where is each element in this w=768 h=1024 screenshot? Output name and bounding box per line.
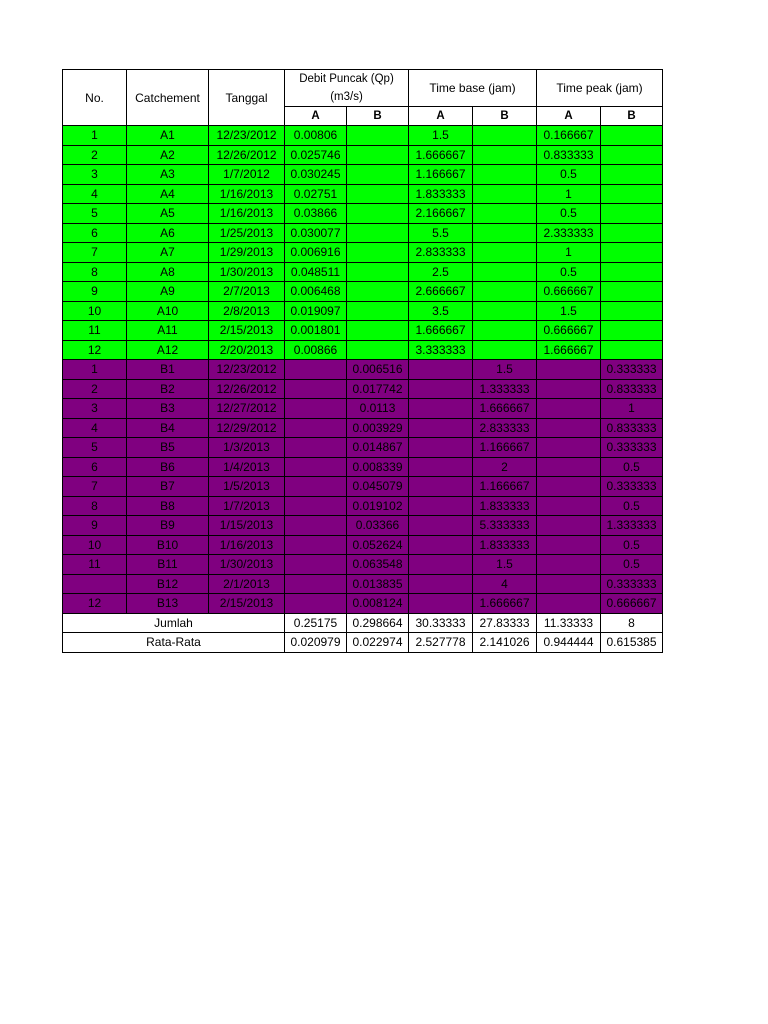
cell-no: 7 [63,243,127,263]
cell-catchment: A5 [127,204,209,224]
cell-tp-a [537,574,601,594]
cell-tb-a [409,574,473,594]
cell-qp-b: 0.019102 [347,496,409,516]
cell-tp-a: 0.5 [537,262,601,282]
cell-tp-a [537,594,601,614]
table-row [63,243,663,263]
cell-tp-a: 0.5 [537,165,601,185]
cell-qp-b: 0.008124 [347,594,409,614]
cell-catchment: B5 [127,438,209,458]
cell-tb-b [473,204,537,224]
cell-tp-b: 0.5 [601,496,663,516]
cell-qp-b: 0.006516 [347,360,409,380]
cell-catchment: A7 [127,243,209,263]
cell-tp-b [601,301,663,321]
cell-catchment: B1 [127,360,209,380]
cell-tp-a [537,379,601,399]
table-row [63,204,663,224]
cell-qp-b [347,204,409,224]
cell-qp-b [347,145,409,165]
cell-qp-a [285,457,347,477]
cell-tb-b: 2 [473,457,537,477]
cell-qp-a: 0.025746 [285,145,347,165]
cell-date: 2/15/2013 [209,594,285,614]
cell-no: 5 [63,204,127,224]
cell-qp-b [347,243,409,263]
subheader-qp-a: A [285,107,347,126]
cell-catchment: A12 [127,340,209,360]
cell-date: 12/23/2012 [209,360,285,380]
table-row [63,360,663,380]
cell-tb-b: 1.166667 [473,438,537,458]
cell-tp-b [601,262,663,282]
cell-qp-b [347,340,409,360]
cell-tb-b [473,282,537,302]
table-row [63,418,663,438]
cell-catchment: B8 [127,496,209,516]
cell-tb-b [473,321,537,341]
cell-tb-a [409,438,473,458]
cell-qp-b [347,126,409,146]
cell-no: 11 [63,321,127,341]
table-row [63,496,663,516]
table-row [63,379,663,399]
cell-tp-b: 1.333333 [601,516,663,536]
cell-tp-b [601,204,663,224]
summary-value: 2.527778 [409,633,473,653]
cell-no: 3 [63,399,127,419]
summary-value: 0.25175 [285,613,347,633]
cell-tp-b: 1 [601,399,663,419]
cell-tb-b: 1.5 [473,360,537,380]
cell-date: 12/26/2012 [209,379,285,399]
subheader-tp-a: A [537,107,601,126]
cell-qp-a [285,535,347,555]
cell-qp-a: 0.048511 [285,262,347,282]
header-tanggal: Tanggal [209,70,285,126]
cell-tb-a: 5.5 [409,223,473,243]
header-no: No. [63,70,127,126]
cell-tb-a: 2.666667 [409,282,473,302]
cell-qp-b: 0.03366 [347,516,409,536]
summary-value: 27.83333 [473,613,537,633]
cell-date: 1/7/2013 [209,496,285,516]
cell-date: 1/30/2013 [209,555,285,575]
cell-tb-b: 1.666667 [473,399,537,419]
cell-tb-b: 5.333333 [473,516,537,536]
cell-tb-b: 1.166667 [473,477,537,497]
cell-tp-a: 1 [537,184,601,204]
cell-qp-b [347,282,409,302]
cell-qp-b: 0.008339 [347,457,409,477]
cell-no: 8 [63,262,127,282]
cell-qp-a [285,438,347,458]
cell-no: 7 [63,477,127,497]
cell-tb-a: 3.5 [409,301,473,321]
cell-tb-a: 1.5 [409,126,473,146]
cell-qp-a: 0.030245 [285,165,347,185]
cell-tp-a: 0.5 [537,204,601,224]
cell-tp-a: 1.666667 [537,340,601,360]
cell-tp-a: 0.666667 [537,321,601,341]
cell-tp-b [601,184,663,204]
cell-catchment: A6 [127,223,209,243]
cell-catchment: B2 [127,379,209,399]
table-row [63,301,663,321]
cell-qp-b: 0.045079 [347,477,409,497]
cell-no: 8 [63,496,127,516]
cell-tp-a: 0.666667 [537,282,601,302]
cell-catchment: B13 [127,594,209,614]
cell-tp-b: 0.5 [601,535,663,555]
table-row [63,516,663,536]
cell-tp-a [537,516,601,536]
summary-value: 0.022974 [347,633,409,653]
cell-no: 1 [63,126,127,146]
cell-catchment: B12 [127,574,209,594]
cell-date: 1/30/2013 [209,262,285,282]
table-row [63,282,663,302]
cell-tb-b: 1.5 [473,555,537,575]
cell-qp-b: 0.063548 [347,555,409,575]
cell-tb-a: 2.166667 [409,204,473,224]
cell-no: 12 [63,594,127,614]
table-row [63,262,663,282]
cell-qp-b [347,165,409,185]
cell-tp-b: 0.333333 [601,360,663,380]
rata-rata-row [63,633,663,653]
cell-tb-a: 2.833333 [409,243,473,263]
cell-catchment: B11 [127,555,209,575]
cell-no [63,574,127,594]
table-row [63,535,663,555]
table-row [63,340,663,360]
table-row [63,594,663,614]
cell-qp-a: 0.03866 [285,204,347,224]
cell-tp-b [601,145,663,165]
cell-date: 2/1/2013 [209,574,285,594]
cell-catchment: A2 [127,145,209,165]
cell-no: 2 [63,379,127,399]
cell-tb-a [409,379,473,399]
cell-tp-b [601,165,663,185]
cell-tb-a [409,360,473,380]
cell-qp-b [347,321,409,341]
cell-date: 1/5/2013 [209,477,285,497]
table-row [63,477,663,497]
jumlah-row [63,613,663,633]
cell-tp-b [601,321,663,341]
cell-tb-b: 1.833333 [473,496,537,516]
cell-tp-a: 1.5 [537,301,601,321]
table-row [63,184,663,204]
cell-date: 12/27/2012 [209,399,285,419]
cell-no: 6 [63,223,127,243]
summary-value: 0.298664 [347,613,409,633]
cell-catchment: A9 [127,282,209,302]
cell-catchment: A1 [127,126,209,146]
cell-tp-b [601,340,663,360]
cell-date: 12/23/2012 [209,126,285,146]
cell-date: 1/16/2013 [209,535,285,555]
cell-tp-b [601,282,663,302]
cell-catchment: A3 [127,165,209,185]
cell-tp-a [537,438,601,458]
cell-qp-a [285,399,347,419]
cell-no: 9 [63,282,127,302]
summary-label: Rata-Rata [63,633,285,653]
cell-no: 10 [63,535,127,555]
cell-qp-b: 0.017742 [347,379,409,399]
cell-tp-a: 1 [537,243,601,263]
cell-catchment: A4 [127,184,209,204]
cell-tb-a [409,496,473,516]
cell-tb-b [473,126,537,146]
cell-date: 1/7/2012 [209,165,285,185]
cell-date: 1/4/2013 [209,457,285,477]
cell-qp-a [285,379,347,399]
cell-tp-a [537,418,601,438]
table-row [63,438,663,458]
cell-qp-a: 0.001801 [285,321,347,341]
cell-qp-a: 0.019097 [285,301,347,321]
cell-qp-a [285,574,347,594]
cell-tp-b: 0.833333 [601,379,663,399]
cell-catchment: B6 [127,457,209,477]
cell-qp-a [285,496,347,516]
cell-tb-a [409,418,473,438]
cell-catchment: A11 [127,321,209,341]
cell-tp-b: 0.666667 [601,594,663,614]
table-row [63,165,663,185]
cell-qp-b [347,301,409,321]
summary-value: 0.020979 [285,633,347,653]
cell-tb-a [409,477,473,497]
table-row [63,321,663,341]
cell-catchment: B10 [127,535,209,555]
cell-tb-a: 1.166667 [409,165,473,185]
cell-no: 3 [63,165,127,185]
cell-tb-b: 1.666667 [473,594,537,614]
cell-qp-a: 0.006468 [285,282,347,302]
table-row [63,574,663,594]
cell-qp-a: 0.030077 [285,223,347,243]
cell-catchment: B7 [127,477,209,497]
cell-tp-a [537,399,601,419]
cell-qp-a [285,418,347,438]
summary-value: 0.615385 [601,633,663,653]
cell-tp-b: 0.333333 [601,574,663,594]
cell-date: 12/26/2012 [209,145,285,165]
cell-date: 1/3/2013 [209,438,285,458]
cell-tb-b [473,340,537,360]
cell-tp-a [537,535,601,555]
table-row [63,223,663,243]
cell-tb-b [473,145,537,165]
cell-tb-a: 1.666667 [409,321,473,341]
cell-tb-a: 3.333333 [409,340,473,360]
cell-tp-a [537,457,601,477]
summary-value: 2.141026 [473,633,537,653]
cell-tp-a [537,496,601,516]
cell-date: 1/15/2013 [209,516,285,536]
cell-qp-b: 0.052624 [347,535,409,555]
cell-no: 11 [63,555,127,575]
cell-tp-a [537,360,601,380]
cell-tb-b: 1.833333 [473,535,537,555]
cell-date: 2/7/2013 [209,282,285,302]
cell-tb-b [473,184,537,204]
cell-date: 1/25/2013 [209,223,285,243]
cell-no: 12 [63,340,127,360]
cell-qp-a: 0.00806 [285,126,347,146]
cell-date: 1/29/2013 [209,243,285,263]
cell-date: 2/20/2013 [209,340,285,360]
cell-qp-b: 0.0113 [347,399,409,419]
cell-tb-b [473,243,537,263]
cell-qp-a [285,555,347,575]
table-row [63,126,663,146]
subheader-tb-b: B [473,107,537,126]
cell-no: 4 [63,418,127,438]
cell-date: 12/29/2012 [209,418,285,438]
cell-qp-a [285,594,347,614]
cell-tb-b: 2.833333 [473,418,537,438]
cell-tp-b [601,126,663,146]
cell-no: 2 [63,145,127,165]
cell-catchment: B4 [127,418,209,438]
cell-qp-b [347,184,409,204]
cell-catchment: B3 [127,399,209,419]
cell-tp-b [601,223,663,243]
cell-catchment: A10 [127,301,209,321]
cell-tb-b [473,301,537,321]
cell-tb-b: 1.333333 [473,379,537,399]
cell-tp-a [537,555,601,575]
table-row [63,457,663,477]
cell-qp-b: 0.013835 [347,574,409,594]
cell-tp-b [601,243,663,263]
cell-qp-a [285,516,347,536]
summary-value: 11.33333 [537,613,601,633]
cell-tb-a: 2.5 [409,262,473,282]
cell-no: 10 [63,301,127,321]
summary-value: 0.944444 [537,633,601,653]
cell-tp-a: 2.333333 [537,223,601,243]
cell-qp-a [285,360,347,380]
data-table [62,69,663,653]
cell-tb-b [473,262,537,282]
cell-no: 5 [63,438,127,458]
table-row [63,399,663,419]
cell-qp-a: 0.02751 [285,184,347,204]
cell-tb-a [409,535,473,555]
cell-tp-b: 0.5 [601,555,663,575]
cell-tp-b: 0.333333 [601,477,663,497]
cell-no: 9 [63,516,127,536]
cell-tb-a [409,516,473,536]
cell-tb-b: 4 [473,574,537,594]
cell-qp-a: 0.00866 [285,340,347,360]
table-row [63,145,663,165]
cell-date: 2/8/2013 [209,301,285,321]
summary-label: Jumlah [63,613,285,633]
cell-tb-a [409,594,473,614]
cell-qp-b [347,262,409,282]
cell-date: 1/16/2013 [209,184,285,204]
table-row [63,555,663,575]
header-catchment: Catchement [127,70,209,126]
cell-tb-a [409,399,473,419]
cell-date: 2/15/2013 [209,321,285,341]
cell-tp-b: 0.333333 [601,438,663,458]
cell-tp-a: 0.166667 [537,126,601,146]
cell-tb-a: 1.666667 [409,145,473,165]
cell-catchment: B9 [127,516,209,536]
cell-tb-a: 1.833333 [409,184,473,204]
header-time-peak: Time peak (jam) [537,70,663,107]
cell-tb-b [473,223,537,243]
cell-tb-a [409,555,473,575]
cell-qp-b: 0.014867 [347,438,409,458]
cell-qp-a: 0.006916 [285,243,347,263]
subheader-tp-b: B [601,107,663,126]
cell-no: 4 [63,184,127,204]
header-time-base: Time base (jam) [409,70,537,107]
summary-value: 30.33333 [409,613,473,633]
cell-tb-a [409,457,473,477]
cell-qp-b: 0.003929 [347,418,409,438]
cell-tp-b: 0.833333 [601,418,663,438]
cell-tp-b: 0.5 [601,457,663,477]
cell-no: 1 [63,360,127,380]
cell-tb-b [473,165,537,185]
subheader-tb-a: A [409,107,473,126]
cell-no: 6 [63,457,127,477]
header-debit-puncak: Debit Puncak (Qp) (m3/s) [285,70,409,107]
cell-catchment: A8 [127,262,209,282]
cell-date: 1/16/2013 [209,204,285,224]
cell-qp-a [285,477,347,497]
subheader-qp-b: B [347,107,409,126]
cell-tp-a [537,477,601,497]
summary-value: 8 [601,613,663,633]
cell-qp-b [347,223,409,243]
cell-tp-a: 0.833333 [537,145,601,165]
